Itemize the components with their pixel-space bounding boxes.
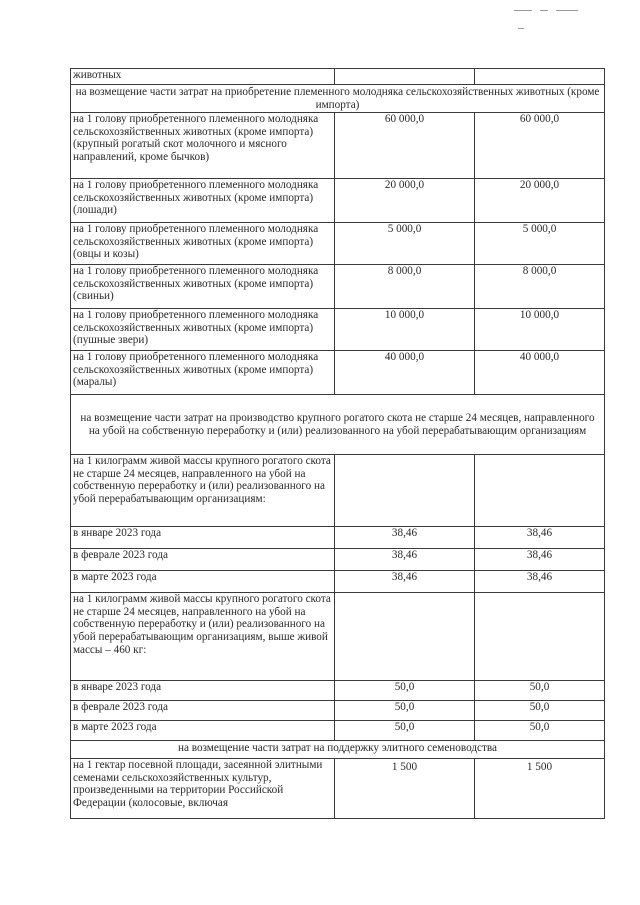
value-col-1: 5 000,0 xyxy=(335,223,475,265)
section-title: на возмещение части затрат на поддержку элитного семеноводства xyxy=(71,741,605,759)
table-row xyxy=(71,681,605,701)
row-label: на 1 голову приобретенного племенного молодняка сельскохозяйственных животных (кроме импорта) (овцы и козы) xyxy=(71,223,335,265)
row-label: на 1 голову приобретенного племенного молодняка сельскохозяйственных животных (кроме импорта) (лошади) xyxy=(71,179,335,223)
row-label: на 1 килограмм живой массы крупного рогатого скота не старше 24 месяцев, направленного на убой на собственную переработку и (или) реализованного на убой перерабатывающим организациям: xyxy=(71,455,335,527)
row-label: в марте 2023 года xyxy=(71,571,335,593)
table-row xyxy=(71,351,605,395)
value-col-2: 38,46 xyxy=(475,571,605,593)
table-row xyxy=(71,759,605,819)
value-col-1: 38,46 xyxy=(335,549,475,571)
table-row xyxy=(71,455,605,527)
row-label: на 1 голову приобретенного племенного молодняка сельскохозяйственных животных (кроме импорта) (пушные звери) xyxy=(71,309,335,351)
section-title: на возмещение части затрат на производство крупного рогатого скота не старше 24 месяцев, направленного на убой на собственную переработку и (или) реализованного на убой перерабатывающим организациям xyxy=(71,395,605,455)
row-label: на 1 голову приобретенного племенного молодняка сельскохозяйственных животных (кроме импорта) (крупный рогатый скот молочного и мясного направлений, кроме бычков) xyxy=(71,113,335,179)
row-label: на 1 килограмм живой массы крупного рогатого скота не старше 24 месяцев, направленного на убой на собственную переработку и (или) реализованного на убой перерабатывающим организациям, выше живой массы – 460 кг: xyxy=(71,593,335,681)
table-row xyxy=(71,701,605,721)
value-col-1 xyxy=(335,593,475,681)
subsidy-rates-table xyxy=(70,68,605,819)
scan-artifact-mark xyxy=(514,10,584,16)
section-header-row xyxy=(71,395,605,455)
value-col-2: 50,0 xyxy=(475,721,605,741)
table-row xyxy=(71,265,605,309)
section-header-row xyxy=(71,85,605,113)
table-row xyxy=(71,549,605,571)
value-col-2: 1 500 xyxy=(475,759,605,819)
value-col-1: 20 000,0 xyxy=(335,179,475,223)
value-col-1 xyxy=(335,455,475,527)
row-label: в феврале 2023 года xyxy=(71,701,335,721)
table-row xyxy=(71,721,605,741)
value-col-1: 38,46 xyxy=(335,527,475,549)
value-col-2: 8 000,0 xyxy=(475,265,605,309)
value-col-2: 38,46 xyxy=(475,527,605,549)
value-col-2: 10 000,0 xyxy=(475,309,605,351)
value-col-2: 40 000,0 xyxy=(475,351,605,395)
value-col-1: 40 000,0 xyxy=(335,351,475,395)
table-row xyxy=(71,223,605,265)
value-col-2: 20 000,0 xyxy=(475,179,605,223)
row-label: на 1 голову приобретенного племенного молодняка сельскохозяйственных животных (кроме импорта) (свиньи) xyxy=(71,265,335,309)
value-col-2: 60 000,0 xyxy=(475,113,605,179)
row-label: на 1 голову приобретенного племенного молодняка сельскохозяйственных животных (кроме импорта) (маралы) xyxy=(71,351,335,395)
value-col-2: 50,0 xyxy=(475,701,605,721)
value-col-1: 8 000,0 xyxy=(335,265,475,309)
value-col-2: 5 000,0 xyxy=(475,223,605,265)
value-col-2: 38,46 xyxy=(475,549,605,571)
table-row xyxy=(71,69,605,85)
row-label: на 1 гектар посевной площади, засеянной элитными семенами сельскохозяйственных культур, произведенными на территории Российской Федерации (колосовые, включая xyxy=(71,759,335,819)
value-col-2 xyxy=(475,593,605,681)
table-row xyxy=(71,527,605,549)
value-col-2 xyxy=(475,69,605,85)
value-col-1: 50,0 xyxy=(335,701,475,721)
table-row xyxy=(71,593,605,681)
value-col-1: 1 500 xyxy=(335,759,475,819)
table-row xyxy=(71,309,605,351)
value-col-1: 50,0 xyxy=(335,681,475,701)
section-title: на возмещение части затрат на приобретение племенного молодняка сельскохозяйственных животных (кроме импорта) xyxy=(71,85,605,113)
table-row xyxy=(71,113,605,179)
row-label: в январе 2023 года xyxy=(71,681,335,701)
table-row xyxy=(71,571,605,593)
value-col-1: 50,0 xyxy=(335,721,475,741)
value-col-1: 10 000,0 xyxy=(335,309,475,351)
value-col-1: 60 000,0 xyxy=(335,113,475,179)
value-col-1: 38,46 xyxy=(335,571,475,593)
table-row xyxy=(71,179,605,223)
row-label: животных xyxy=(71,69,335,85)
table-body xyxy=(71,69,605,819)
row-label: в январе 2023 года xyxy=(71,527,335,549)
value-col-2 xyxy=(475,455,605,527)
row-label: в марте 2023 года xyxy=(71,721,335,741)
row-label: в феврале 2023 года xyxy=(71,549,335,571)
value-col-2: 50,0 xyxy=(475,681,605,701)
value-col-1 xyxy=(335,69,475,85)
section-header-row xyxy=(71,741,605,759)
